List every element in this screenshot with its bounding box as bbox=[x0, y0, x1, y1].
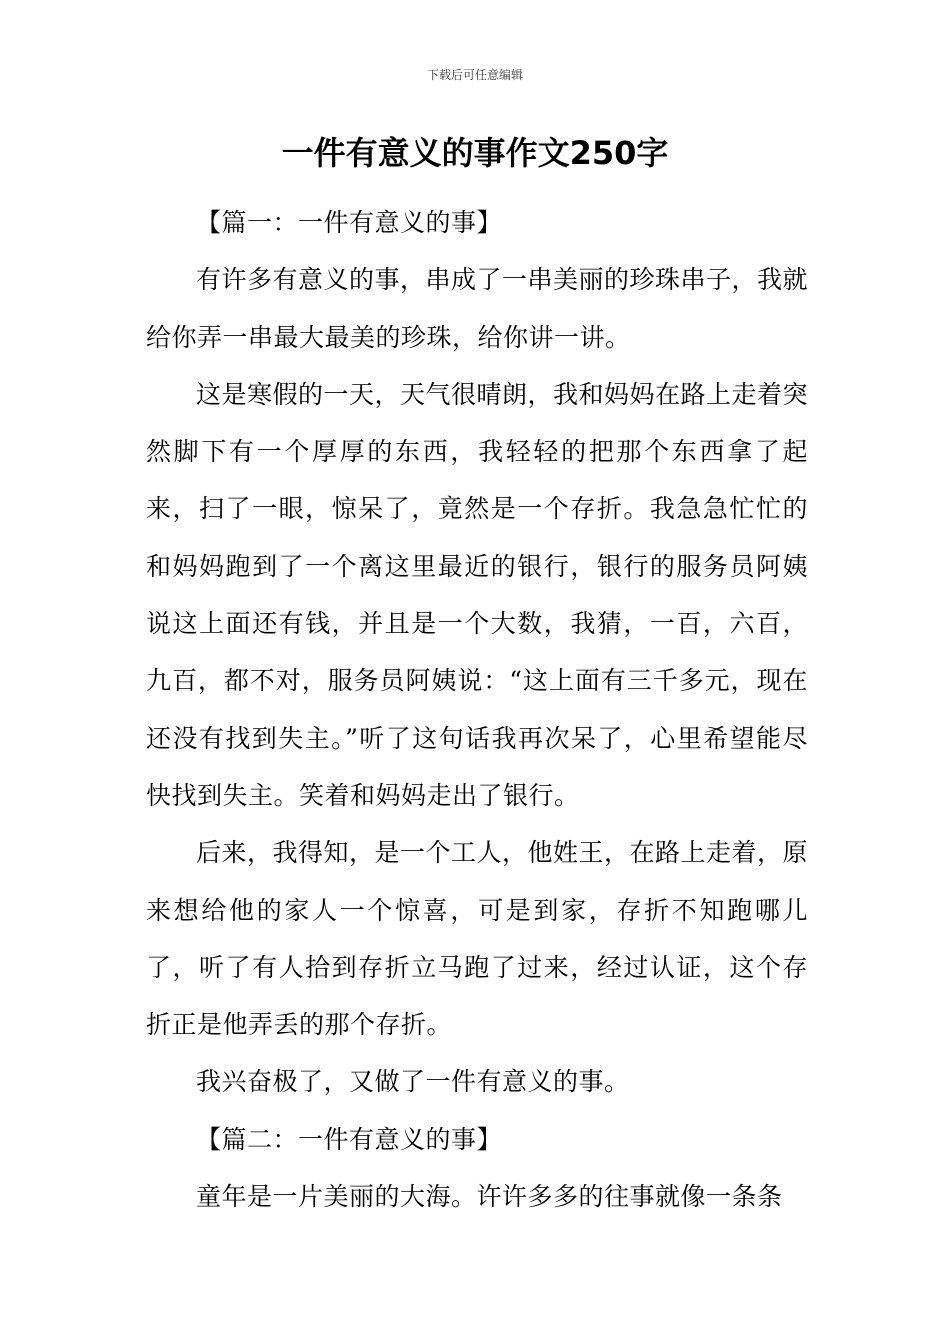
document-body bbox=[146, 194, 808, 1225]
section-heading-1: 【篇一：一件有意义的事】 bbox=[196, 208, 503, 237]
paragraph: 有许多有意义的事，串成了一串美丽的珍珠串子，我就给你弄一串最大最美的珍珠，给你讲一讲。 bbox=[146, 265, 809, 352]
document-title: 一件有意义的事作文250字 bbox=[281, 134, 669, 172]
header-note: 下载后可任意编辑 bbox=[426, 68, 523, 82]
paragraph: 后来，我得知，是一个工人，他姓王，在路上走着，原来想给他的家人一个惊喜，可是到家，存折不知跑哪儿了，听了有人拾到存折立马跑了过来，经过认证，这个存折正是他弄丢的那个存折。 bbox=[146, 838, 809, 1040]
paragraph: 童年是一片美丽的大海。许许多多的往事就像一条条 bbox=[196, 1182, 783, 1212]
section-heading-2: 【篇二：一件有意义的事】 bbox=[196, 1124, 503, 1154]
paragraph: 我兴奋极了，又做了一件有意义的事。 bbox=[196, 1067, 630, 1097]
paragraph: 这是寒假的一天，天气很晴朗，我和妈妈在路上走着突然脚下有一个厚厚的东西，我轻轻的把那个东西拿了起来，扫了一眼，惊呆了，竟然是一个存折。我急急忙忙的和妈妈跑到了一个离这里最近的银行，银行的服务员阿姨说这上面还有钱，并且是一个大数，我猜，一百，六百，九百，都不对，服务员阿姨说：“这上面有三千多元，现在还没有找到失主。”听了这句话我再次呆了，心里希望能尽快找到失主。笑着和妈妈走出了银行。 bbox=[146, 379, 809, 810]
